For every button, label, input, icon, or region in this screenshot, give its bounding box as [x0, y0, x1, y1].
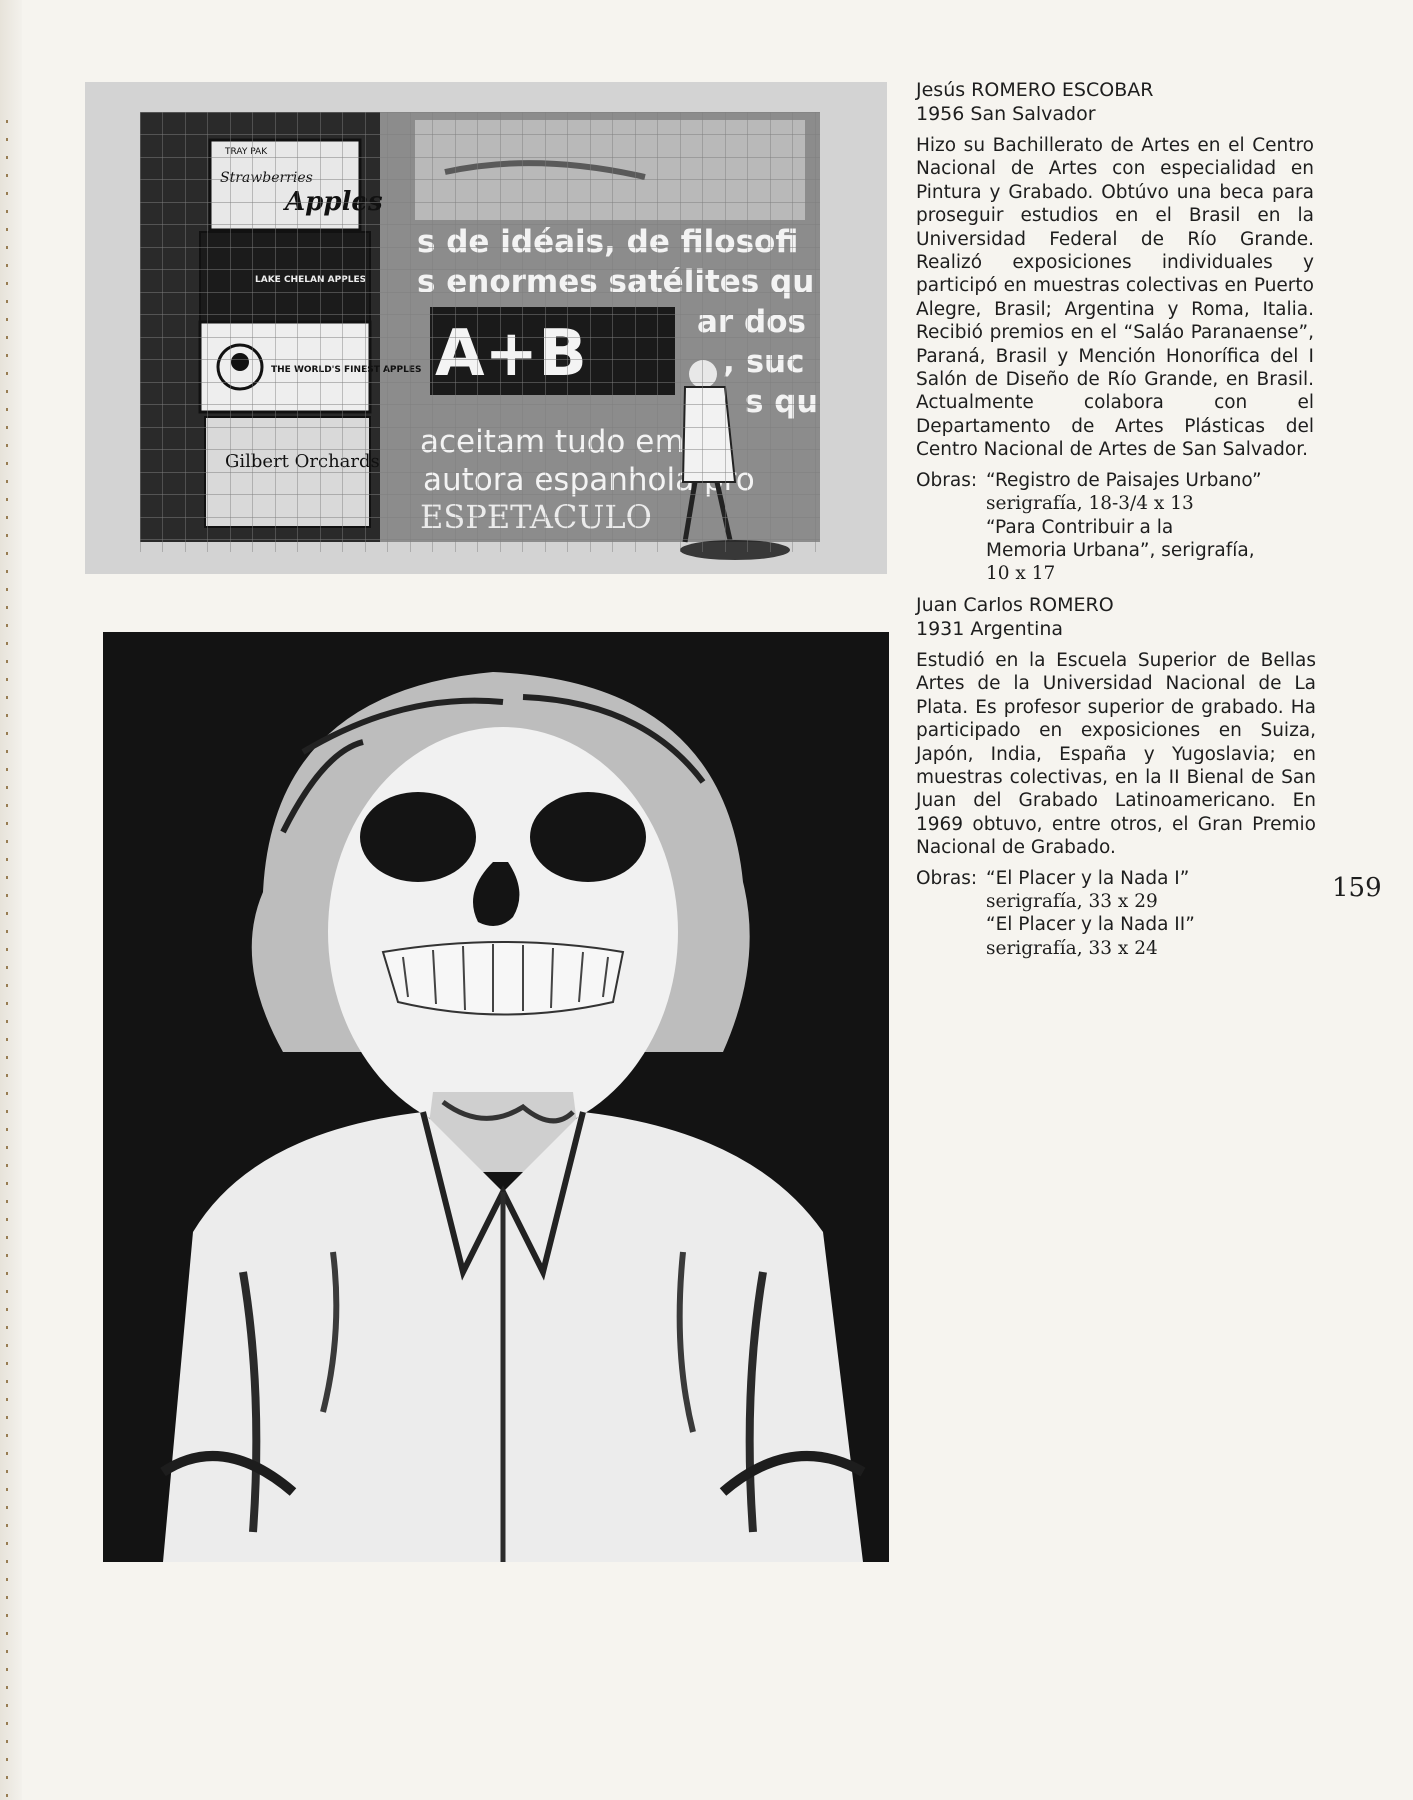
- works-label: Obras:: [916, 867, 978, 889]
- work-line: 10 x 17: [986, 563, 1056, 585]
- work-line: “El Placer y la Nada I”: [986, 867, 1190, 889]
- book-binding-edge: [0, 0, 22, 1800]
- urban-landscape-print: [85, 82, 887, 574]
- work-line: Memoria Urbana”, serigrafía,: [986, 539, 1255, 561]
- work-line: “Registro de Paisajes Urbano”: [986, 469, 1262, 491]
- works-entries: [986, 867, 1316, 961]
- artist-entry-romero-escobar: [916, 78, 1314, 586]
- artwork-registro-de-paisajes-urbano: [85, 82, 887, 574]
- works-entries: [986, 469, 1314, 586]
- artist-birth-info: 1931 Argentina: [916, 618, 1064, 640]
- work-line: serigrafía, 33 x 24: [986, 937, 1158, 959]
- artist-biography: Estudió en la Escuela Superior de Bellas Artes de la Universidad Nacional de La Plata. Es profesor superior de grabado. Ha participado en exposiciones en Suiza, Japón, India, España y Yugoslavia; en muestras colectivas, en la II Bienal de San Juan del Grabado Latinoamericano. En 1969 obtuvo, entre otros, el Gran Premio Nacional de Grabado.: [916, 650, 1316, 859]
- artist-entry-juan-carlos-romero: [916, 593, 1316, 960]
- artwork-el-placer-y-la-nada: [103, 632, 889, 1562]
- works-list: [916, 469, 1314, 586]
- page-number: 159: [1332, 873, 1382, 903]
- works-label: Obras:: [916, 469, 978, 491]
- artist-birth-info: 1956 San Salvador: [916, 103, 1096, 125]
- work-line: serigrafía, 18-3/4 x 13: [986, 493, 1194, 515]
- skull-portrait-print: [103, 632, 889, 1562]
- work-line: “Para Contribuir a la: [986, 516, 1174, 538]
- work-line: serigrafía, 33 x 29: [986, 891, 1158, 913]
- artist-name: Juan Carlos ROMERO: [916, 594, 1114, 616]
- work-line: “El Placer y la Nada II”: [986, 914, 1195, 936]
- artist-name: Jesús ROMERO ESCOBAR: [916, 79, 1154, 101]
- artist-biography: Hizo su Bachillerato de Artes en el Centro Nacional de Artes con especialidad en Pintura y Grabado. Obtúvo una beca para proseguir estudios en el Brasil en la Universidad Federal de Río Grande. Realizó exposiciones individuales y participó en muestras colectivas en Puerto Alegre, Brasil; Argentina y Roma, Italia. Recibió premios en el “Saláo Paranaense”, Paraná, Brasil y Mención Honorífica del I Salón de Diseño de Río Grande, en Brasil. Actualmente colabora con el Departamento de Artes Plásticas del Centro Nacional de Artes de San Salvador.: [916, 135, 1314, 461]
- works-list: [916, 867, 1316, 961]
